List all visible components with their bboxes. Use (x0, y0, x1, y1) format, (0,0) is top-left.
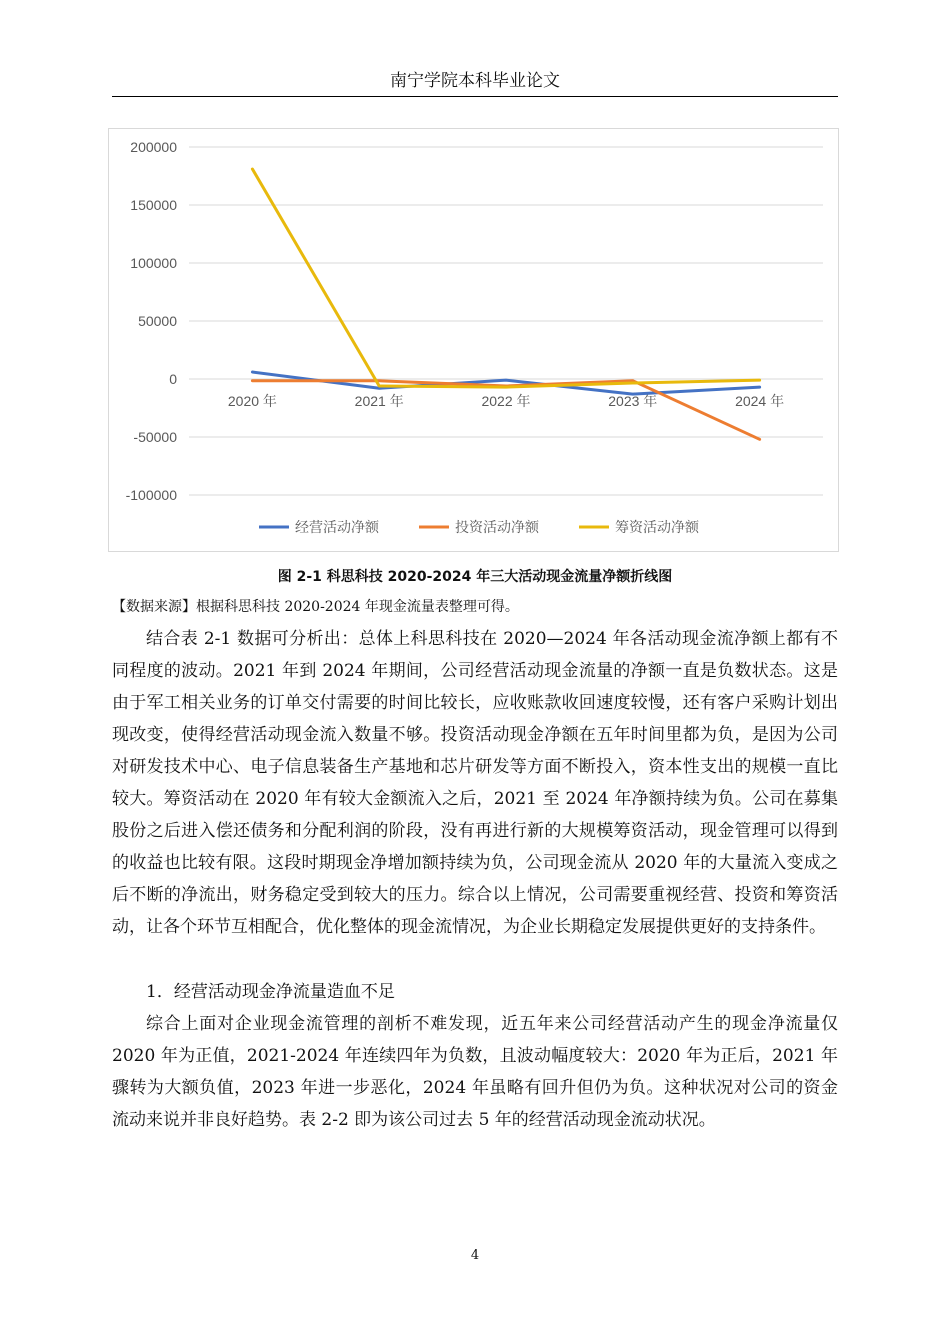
data-source-note: 【数据来源】根据科思科技 2020-2024 年现金流量表整理可得。 (112, 599, 519, 615)
legend-label: 筹资活动净额 (615, 519, 699, 535)
body-paragraph-1: 结合表 2-1 数据可分析出：总体上科思科技在 2020—2024 年各活动现金流净额上都有不同程度的波动。2021 年到 2024 年期间，公司经营活动现金流量的净额一直是负数状态。这是由于军工相关业务的订单交付需要的时间比较长，应收账款收回速度较慢，还有客户采购计划出现改变，使得经营活动现金流入数量不够。投资活动现金净额在五年时间里都为负，是因为公司对研发技术中心、电子信息装备生产基地和芯片研发等方面不断投入，资本性支出的规模一直比较大。筹资活动在 2020 年有较大金额流入之后，2021 至 2024 年净额持续为负。公司在募集股份之后进入偿还债务和分配利润的阶段，没有再进行新的大规模筹资活动，现金管理可以得到的收益也比较有限。这段时期现金净增加额持续为负，公司现金流从 2020 年的大量流入变成之后不断的净流出，财务稳定受到较大的压力。综合以上情况，公司需要重视经营、投资和筹资活动，让各个环节互相配合，优化整体的现金流情况，为企业长期稳定发展提供更好的支持条件。 (112, 629, 838, 937)
figure-caption: 图 2-1 科思科技 2020-2024 年三大活动现金流量净额折线图 (277, 569, 673, 585)
header-title: 南宁学院本科毕业论文 (390, 71, 560, 91)
y-tick-label: 100000 (130, 255, 177, 271)
y-tick-label: -50000 (133, 429, 177, 445)
line-chart (108, 128, 839, 552)
x-tick-label: 2022 年 (481, 393, 531, 409)
x-tick-label: 2020 年 (227, 393, 277, 409)
legend-label: 投资活动净额 (455, 519, 539, 535)
page-number: 4 (470, 1248, 480, 1263)
chart-svg (109, 129, 838, 551)
x-tick-label: 2024 年 (735, 393, 785, 409)
series-line (252, 381, 759, 440)
y-tick-label: 50000 (138, 313, 177, 329)
series-line (252, 169, 759, 387)
page-header (112, 68, 838, 97)
section-heading: 1．经营活动现金净流量造血不足 (146, 982, 395, 1002)
x-tick-label: 2023 年 (608, 393, 658, 409)
y-tick-label: 0 (169, 371, 177, 387)
legend-label: 经营活动净额 (295, 519, 379, 535)
y-tick-label: -100000 (125, 487, 177, 503)
y-tick-label: 200000 (130, 139, 177, 155)
x-tick-label: 2021 年 (354, 393, 404, 409)
y-tick-label: 150000 (130, 197, 177, 213)
body-paragraph-2: 综合上面对企业现金流管理的剖析不难发现，近五年来公司经营活动产生的现金净流量仅 2020 年为正值，2021-2024 年连续四年为负数，且波动幅度较大：2020 年为正后，2021 年骤转为大额负值，2023 年进一步恶化，2024 年虽略有回升但仍为负。这种状况对公司的资金流动来说并非良好趋势。表 2-2 即为该公司过去 5 年的经营活动现金流动状况。 (112, 1014, 838, 1130)
